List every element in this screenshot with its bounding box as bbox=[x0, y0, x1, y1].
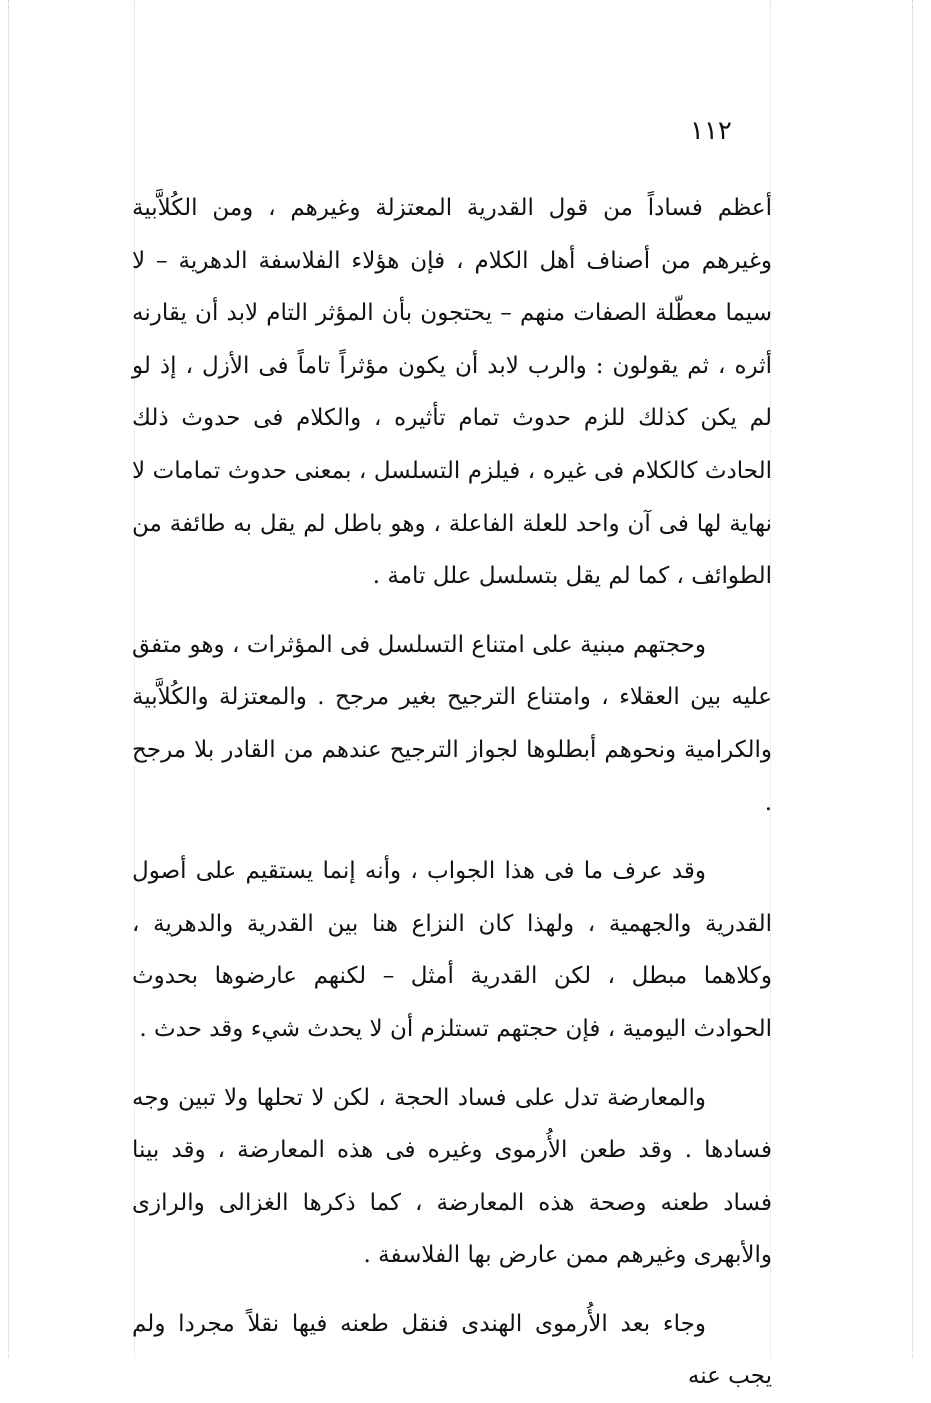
paragraph-2: وحجتهم مبنية على امتناع التسلسل فى المؤثرات ، وهو متفق عليه بين العقلاء ، وامتناع الترجيح بغير مرجح . والمعتزلة والكُلاَّبية والكرامية ونحوهم أبطلوها لجواز الترجيح عندهم من القادر بلا مرجح . bbox=[132, 631, 772, 816]
paragraph-3: وقد عرف ما فى هذا الجواب ، وأنه إنما يستقيم على أصول القدرية والجهمية ، ولهذا كان النزاع هنا بين القدرية والدهرية ، وكلاهما مبطل ، لكن القدرية أمثل – لكنهم عارضوها بحدوث الحوادث اليومية ، فإن حجتهم تستلزم أن لا يحدث شيء وقد حدث . bbox=[132, 858, 772, 1042]
paragraph-1: أعظم فساداً من قول القدرية المعتزلة وغيرهم ، ومن الكُلاَّبية وغيرهم من أصناف أهل الكلام ، فإن هؤلاء الفلاسفة الدهرية – لا سيما معطّلة الصفات منهم – يحتجون بأن المؤثر التام لابد أن يقارنه أثره ، ثم يقولون : والرب لابد أن يكون مؤثراً تاماً فى الأزل ، إذ لو لم يكن كذلك للزم حدوث تمام تأثيره ، والكلام فى حدوث ذلك الحادث كالكلام فى غيره ، فيلزم التسلسل ، بمعنى حدوث تمامات لا نهاية لها فى آن واحد للعلة الفاعلة ، وهو باطل لم يقل به طائفة من الطوائف ، كما لم يقل بتسلسل علل تامة . bbox=[132, 195, 772, 590]
scan-guide-line bbox=[8, 0, 9, 1358]
body-text bbox=[132, 182, 772, 1403]
paragraph-4: والمعارضة تدل على فساد الحجة ، لكن لا تحلها ولا تبين وجه فسادها . وقد طعن الأُرموى وغيره فى هذه المعارضة ، وقد بينا فساد طعنه وصحة هذه المعارضة ، كما ذكرها الغزالى والرازى والأبهرى وغيرهم ممن عارض بها الفلاسفة . bbox=[132, 1084, 772, 1269]
scan-guide-line bbox=[912, 0, 913, 1358]
paragraph-5: وجاء بعد الأُرموى الهندى فنقل طعنه فيها نقلاً مجردا ولم يجب عنه bbox=[132, 1310, 772, 1390]
page-number: ١١٢ bbox=[690, 116, 732, 146]
